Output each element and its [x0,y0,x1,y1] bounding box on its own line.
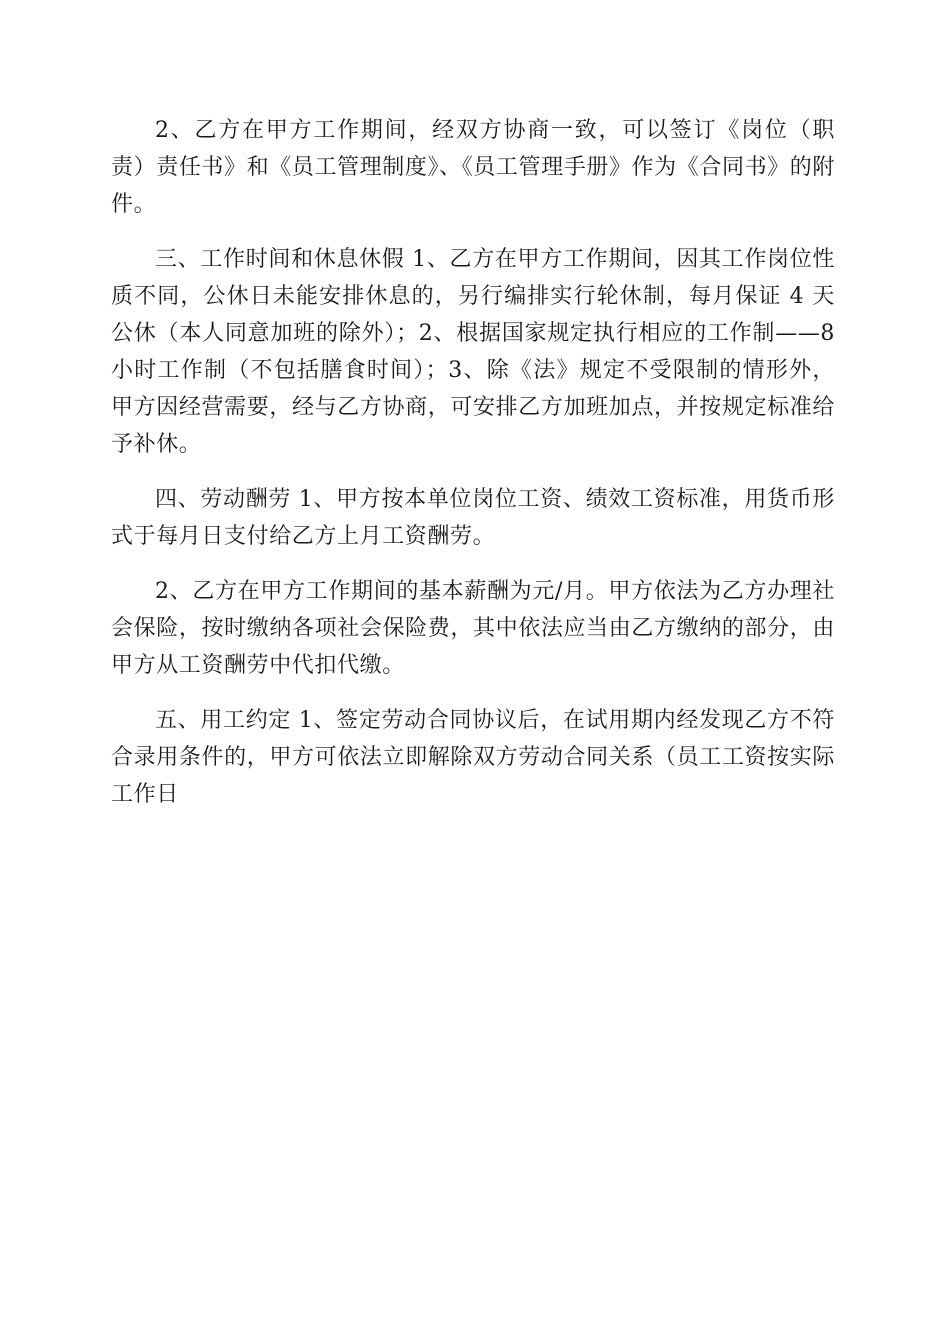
paragraph-section-5-employment-terms: 五、用工约定 1、签定劳动合同协议后，在试用期内经发现乙方不符合录用条件的，甲方可依法立即解除双方劳动合同关系（员工工资按实际工作日 [111,708,835,807]
document-body [111,112,835,831]
paragraph-clause-2-base-salary: 2、乙方在甲方工作期间的基本薪酬为元/月。甲方依法为乙方办理社会保险，按时缴纳各项社会保险费，其中依法应当由乙方缴纳的部分，由甲方从工资酬劳中代扣代缴。 [111,579,835,678]
paragraph-clause-2-attachments: 2、乙方在甲方工作期间，经双方协商一致，可以签订《岗位（职责）责任书》和《员工管理制度》、《员工管理手册》作为《合同书》的附件。 [111,118,835,217]
paragraph-section-3-working-hours: 三、工作时间和休息休假 1、乙方在甲方工作期间，因其工作岗位性质不同，公休日未能安排休息的，另行编排实行轮休制，每月保证 4 天公休（本人同意加班的除外）；2、根据国家规定执行相应的工作制——8 小时工作制（不包括膳食时间）；3、除《法》规定不受限制的情形外，甲方因经营需要，经与乙方协商，可安排乙方加班加点，并按规定标准给予补休。 [111,247,835,457]
paragraph-section-4-remuneration: 四、劳动酬劳 1、甲方按本单位岗位工资、绩效工资标准，用货币形式于每月日支付给乙方上月工资酬劳。 [111,487,835,549]
